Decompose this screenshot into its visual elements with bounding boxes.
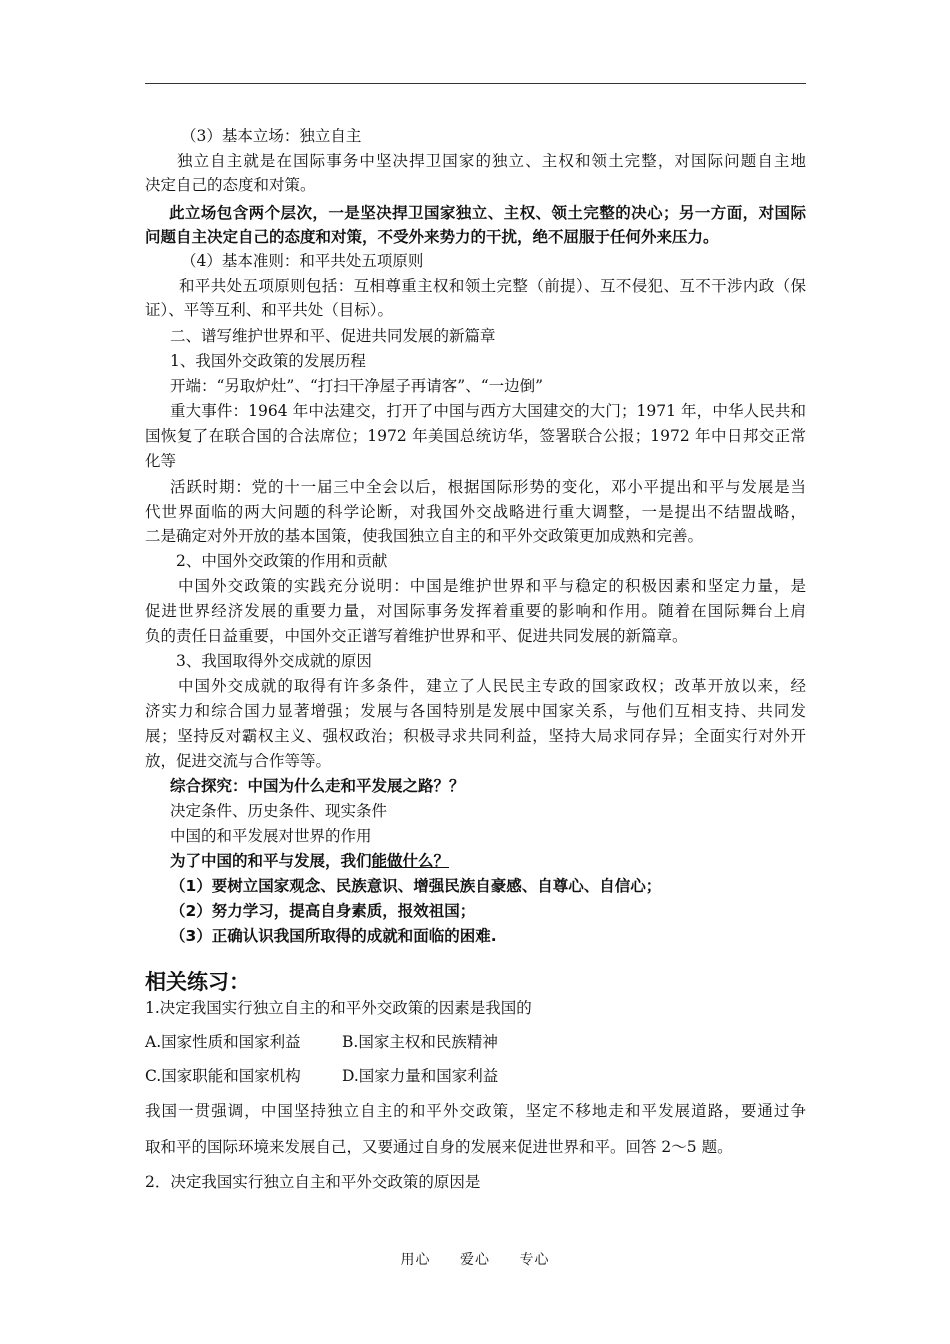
text-major-events-a: 重大事件：1964 年中法建交，打开了中国与西方大国建交的大门；1971 年，中华人民共和	[170, 402, 806, 420]
text-world-role: 中国的和平发展对世界的作用	[170, 827, 372, 845]
text-active-period-c: 二是确定对外开放的基本国策，使我国独立自主的和平外交政策更加成熟和完善。	[145, 527, 704, 545]
text-two-levels-b: 问题自主决定自己的态度和对策，不受外来势力的干扰，绝不屈服于任何外来压力。	[145, 228, 719, 246]
text-conditions-a: 中国外交成就的取得有许多条件，建立了人民民主专政的国家政权；改革开放以来，经	[178, 677, 806, 695]
text-independence-a: 独立自主就是在国际事务中坚决捍卫国家的独立、主权和领土完整，对国际问题自主地	[177, 152, 806, 170]
text-independence-b: 决定自己的态度和对策。	[145, 176, 316, 194]
page-footer	[0, 1249, 950, 1269]
question-intro-b: 取和平的国际环境来发展自己，又要通过自身的发展来促进世界和平。回答 2～5 题。	[145, 1138, 733, 1156]
question-intro-a: 我国一贯强调，中国坚持独立自主的和平外交政策，坚定不移地走和平发展道路，要通过争	[145, 1102, 806, 1120]
text-section-two: 二、谱写维护世界和平、促进共同发展的新篇章	[170, 327, 496, 345]
text-achievement-reasons: 3、我国取得外交成就的原因	[176, 652, 372, 670]
text-major-events-b: 国恢复了在联合国的合法席位；1972 年美国总统访华，签署联合公报；1972 年中日邦交正常	[145, 427, 806, 445]
text-active-period-a: 活跃时期：党的十一届三中全会以后，根据国际形势的变化，邓小平提出和平与发展是当	[170, 478, 806, 496]
text-comprehensive-inquiry: 综合探究：中国为什么走和平发展之路？？	[170, 777, 465, 795]
text-item-1: （1）要树立国家观念、民族意识、增强民族自豪感、自尊心、自信心；	[170, 877, 662, 895]
text-practice-b: 促进世界经济发展的重要力量，对国际事务发挥着重要的影响和作用。随着在国际舞台上肩	[145, 602, 806, 620]
option-d: D.国家力量和国家利益	[342, 1067, 499, 1085]
text-beginning: 开端：“另取炉灶”、“打扫干净屋子再请客”、“一边倒”	[170, 377, 544, 395]
text-what-can-we-do-a: 为了中国的和平与发展，我们	[170, 852, 372, 870]
text-item-3: （3）正确认识我国所取得的成就和面临的困难.	[170, 927, 497, 945]
text-basic-stance: （3）基本立场：独立自主	[181, 127, 362, 145]
text-practice-c: 负的责任日益重要，中国外交正谱写着维护世界和平、促进共同发展的新篇章。	[145, 627, 688, 645]
footer-word-3: 专心	[519, 1252, 550, 1268]
text-five-principles-a: 和平共处五项原则包括：互相尊重主权和领土完整（前提）、互不侵犯、互不干涉内政（保	[179, 277, 806, 295]
text-role-contribution: 2、中国外交政策的作用和贡献	[176, 552, 388, 570]
text-item-2: （2）努力学习，提高自身素质，报效祖国；	[170, 902, 476, 920]
exercise-heading: 相关练习：	[145, 970, 250, 994]
footer-word-2: 爱心	[460, 1252, 490, 1268]
text-what-can-we-do	[170, 849, 449, 873]
text-active-period-b: 代世界面临的两大问题的科学论断，对我国外交战略进行重大调整，一是提出不结盟战略，	[145, 503, 806, 521]
text-development-history: 1、我国外交政策的发展历程	[170, 352, 366, 370]
text-five-principles-b: 证）、平等互利、和平共处（目标）。	[145, 301, 394, 319]
text-basic-principle: （4）基本准则：和平共处五项原则	[181, 252, 424, 270]
option-c: C.国家职能和国家机构	[145, 1067, 301, 1085]
text-practice-a: 中国外交政策的实践充分说明：中国是维护世界和平与稳定的积极因素和坚定力量，是	[178, 577, 806, 595]
header-rule	[145, 83, 806, 84]
question-1: 1.决定我国实行独立自主的和平外交政策的因素是我国的	[145, 999, 532, 1017]
text-major-events-c: 化等	[145, 452, 177, 470]
text-two-levels-a: 此立场包含两个层次，一是坚决捍卫国家独立、主权、领土完整的决心；另一方面，对国际	[169, 204, 806, 222]
question-2: 2．决定我国实行独立自主和平外交政策的原因是	[145, 1173, 481, 1191]
text-conditions-c: 展；坚持反对霸权主义、强权政治；积极寻求共同利益，坚持大局求同存异；全面实行对外开	[145, 727, 806, 745]
text-decisive-conditions: 决定条件、历史条件、现实条件	[170, 802, 388, 820]
text-what-can-we-do-b: 能做什么？	[371, 852, 450, 870]
option-a: A.国家性质和国家利益	[145, 1033, 301, 1051]
footer-word-1: 用心	[400, 1252, 431, 1268]
text-conditions-d: 放，促进交流与合作等等。	[145, 752, 332, 770]
option-b: B.国家主权和民族精神	[342, 1033, 498, 1051]
text-conditions-b: 济实力和综合国力显著增强；发展与各国特别是发展中国家关系，与他们互相支持、共同发	[145, 702, 806, 720]
